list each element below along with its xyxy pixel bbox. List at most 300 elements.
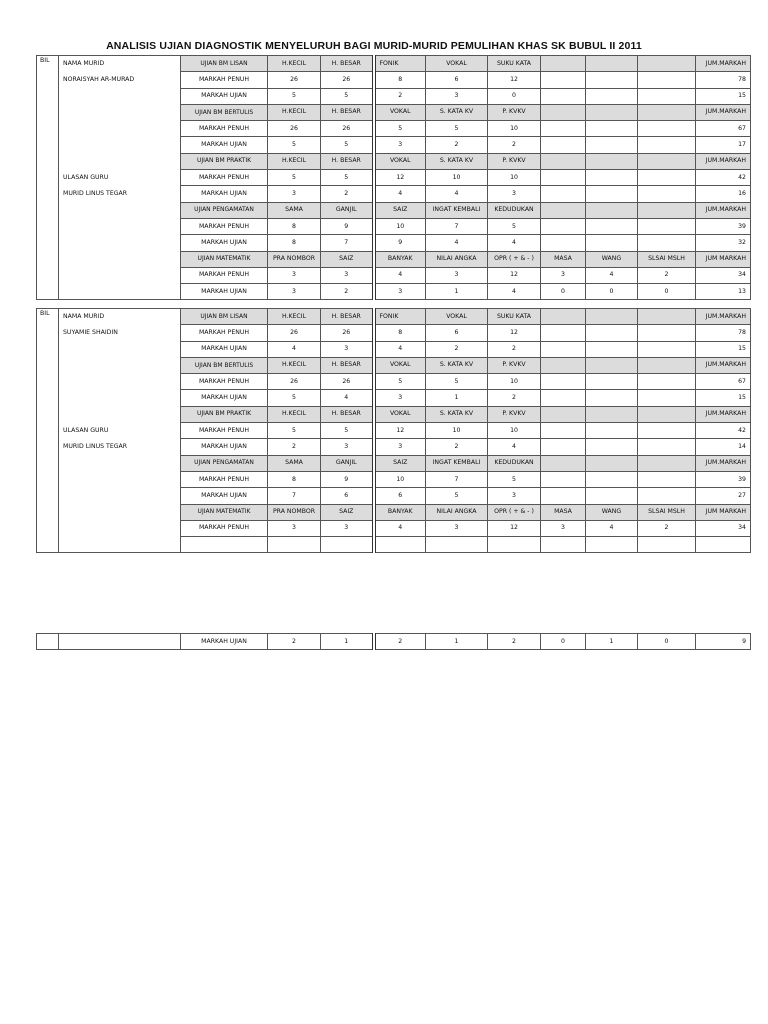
value-cell: JUM.MARKAH — [696, 406, 751, 422]
row-label-cell — [181, 537, 268, 553]
value-cell: BANYAK — [374, 251, 426, 267]
value-cell: 1 — [426, 634, 488, 650]
value-cell: 2 — [374, 88, 426, 104]
name-column-cell — [59, 235, 181, 251]
value-cell — [541, 439, 586, 455]
value-cell — [638, 374, 696, 390]
value-cell — [541, 423, 586, 439]
name-column-cell — [59, 104, 181, 120]
value-cell: JUM.MARKAH — [696, 357, 751, 373]
value-cell: S. KATA KV — [426, 104, 488, 120]
value-cell: 26 — [268, 72, 321, 88]
bil-cell: BIL — [37, 56, 59, 300]
table-row — [37, 121, 751, 137]
student-block-1 — [36, 55, 751, 300]
value-cell — [586, 357, 638, 373]
value-cell: 12 — [488, 267, 541, 283]
value-cell: 2 — [488, 341, 541, 357]
value-cell: OPR ( + & - ) — [488, 251, 541, 267]
name-column-cell — [59, 455, 181, 471]
value-cell: 39 — [696, 218, 751, 234]
value-cell: 0 — [541, 284, 586, 300]
table-row — [37, 455, 751, 471]
value-cell: VOKAL — [374, 357, 426, 373]
value-cell: 10 — [374, 471, 426, 487]
row-label-cell: UJIAN MATEMATIK — [181, 504, 268, 520]
value-cell — [268, 537, 321, 553]
value-cell: 15 — [696, 390, 751, 406]
value-cell: H. BESAR — [321, 56, 374, 72]
row-label-cell: UJIAN BM LISAN — [181, 56, 268, 72]
name-column-cell — [59, 406, 181, 422]
name-column-cell — [59, 537, 181, 553]
value-cell: 1 — [321, 634, 374, 650]
value-cell — [638, 341, 696, 357]
value-cell — [541, 153, 586, 169]
value-cell: 26 — [321, 121, 374, 137]
value-cell — [638, 186, 696, 202]
value-cell — [586, 72, 638, 88]
value-cell — [638, 121, 696, 137]
value-cell: JUM.MARKAH — [696, 309, 751, 325]
value-cell — [638, 439, 696, 455]
value-cell — [541, 137, 586, 153]
value-cell: JUM MARKAH — [696, 251, 751, 267]
table-row — [37, 88, 751, 104]
row-label-cell: UJIAN MATEMATIK — [181, 251, 268, 267]
table-row — [37, 137, 751, 153]
value-cell: P. KVKV — [488, 153, 541, 169]
value-cell: KEDUDUKAN — [488, 202, 541, 218]
value-cell: JUM.MARKAH — [696, 202, 751, 218]
name-column-cell — [59, 121, 181, 137]
row-label-cell: MARKAH PENUH — [181, 218, 268, 234]
value-cell: 4 — [374, 267, 426, 283]
table-row — [37, 634, 751, 650]
value-cell: SAIZ — [374, 202, 426, 218]
value-cell: H. BESAR — [321, 104, 374, 120]
value-cell: GANJIL — [321, 202, 374, 218]
value-cell: 4 — [488, 439, 541, 455]
value-cell: 0 — [488, 88, 541, 104]
table-row — [37, 488, 751, 504]
value-cell — [586, 218, 638, 234]
value-cell — [541, 56, 586, 72]
value-cell: 12 — [374, 170, 426, 186]
value-cell: 32 — [696, 235, 751, 251]
row-label-cell: MARKAH PENUH — [181, 423, 268, 439]
value-cell: P. KVKV — [488, 104, 541, 120]
value-cell: H. BESAR — [321, 153, 374, 169]
value-cell: 3 — [541, 520, 586, 536]
value-cell: 3 — [321, 341, 374, 357]
value-cell: GANJIL — [321, 455, 374, 471]
value-cell: SAMA — [268, 455, 321, 471]
value-cell — [638, 423, 696, 439]
value-cell: 5 — [426, 121, 488, 137]
value-cell: 26 — [268, 325, 321, 341]
value-cell: 3 — [374, 439, 426, 455]
value-cell: 8 — [374, 325, 426, 341]
value-cell — [541, 325, 586, 341]
value-cell: S. KATA KV — [426, 357, 488, 373]
name-column-cell: NORAISYAH AR-MURAD — [59, 72, 181, 88]
row-label-cell: MARKAH PENUH — [181, 72, 268, 88]
row-label-cell: UJIAN BM PRAKTIK — [181, 406, 268, 422]
row-label-cell: MARKAH UJIAN — [181, 186, 268, 202]
value-cell: 8 — [374, 72, 426, 88]
value-cell: 26 — [268, 374, 321, 390]
value-cell — [586, 406, 638, 422]
value-cell: H.KECIL — [268, 406, 321, 422]
name-column-cell — [59, 374, 181, 390]
table-row — [37, 251, 751, 267]
value-cell — [586, 455, 638, 471]
value-cell — [586, 390, 638, 406]
value-cell — [586, 202, 638, 218]
value-cell: JUM MARKAH — [696, 504, 751, 520]
value-cell — [638, 137, 696, 153]
value-cell — [541, 218, 586, 234]
value-cell: 17 — [696, 137, 751, 153]
value-cell: 26 — [321, 72, 374, 88]
value-cell: 4 — [426, 235, 488, 251]
value-cell — [541, 390, 586, 406]
value-cell — [586, 235, 638, 251]
value-cell: 9 — [374, 235, 426, 251]
table-row — [37, 357, 751, 373]
name-column-cell: ULASAN GURU — [59, 423, 181, 439]
value-cell: H. BESAR — [321, 357, 374, 373]
value-cell: WANG — [586, 251, 638, 267]
value-cell: SLSAI MSLH — [638, 251, 696, 267]
value-cell — [638, 170, 696, 186]
name-column-cell: ULASAN GURU — [59, 170, 181, 186]
value-cell: 3 — [321, 439, 374, 455]
value-cell: 67 — [696, 374, 751, 390]
row-label-cell: UJIAN PENGAMATAN — [181, 202, 268, 218]
value-cell: BANYAK — [374, 504, 426, 520]
value-cell: 27 — [696, 488, 751, 504]
value-cell — [586, 186, 638, 202]
name-column-cell: MURID LINUS TEGAR — [59, 186, 181, 202]
value-cell — [541, 406, 586, 422]
value-cell — [638, 235, 696, 251]
value-cell — [586, 104, 638, 120]
value-cell: 78 — [696, 325, 751, 341]
value-cell: 9 — [321, 471, 374, 487]
value-cell: 3 — [321, 520, 374, 536]
table-row — [37, 504, 751, 520]
row-label-cell: MARKAH PENUH — [181, 471, 268, 487]
value-cell: PRA NOMBOR — [268, 504, 321, 520]
value-cell: 12 — [488, 72, 541, 88]
value-cell: 26 — [321, 374, 374, 390]
name-column-cell — [59, 488, 181, 504]
table-row — [37, 390, 751, 406]
value-cell: 2 — [638, 267, 696, 283]
value-cell: 6 — [426, 325, 488, 341]
value-cell: 7 — [426, 471, 488, 487]
value-cell: 2 — [488, 137, 541, 153]
value-cell: 2 — [321, 284, 374, 300]
value-cell — [586, 325, 638, 341]
value-cell: 3 — [268, 186, 321, 202]
value-cell: 3 — [321, 267, 374, 283]
value-cell: H. BESAR — [321, 406, 374, 422]
value-cell — [541, 88, 586, 104]
value-cell: 2 — [268, 439, 321, 455]
value-cell: H.KECIL — [268, 309, 321, 325]
value-cell: 5 — [374, 374, 426, 390]
value-cell: 3 — [374, 284, 426, 300]
value-cell: 9 — [696, 634, 751, 650]
row-label-cell: MARKAH UJIAN — [181, 341, 268, 357]
value-cell: JUM.MARKAH — [696, 153, 751, 169]
name-column-cell — [59, 471, 181, 487]
value-cell: 16 — [696, 186, 751, 202]
value-cell — [638, 390, 696, 406]
value-cell: 1 — [426, 284, 488, 300]
name-column-cell — [59, 634, 181, 650]
value-cell: 5 — [488, 218, 541, 234]
value-cell: 4 — [374, 186, 426, 202]
value-cell: H.KECIL — [268, 104, 321, 120]
name-column-cell — [59, 267, 181, 283]
value-cell — [638, 406, 696, 422]
value-cell: 3 — [426, 88, 488, 104]
value-cell — [638, 88, 696, 104]
row-label-cell: MARKAH PENUH — [181, 520, 268, 536]
value-cell: 3 — [268, 267, 321, 283]
value-cell: 39 — [696, 471, 751, 487]
value-cell: FONIK — [374, 309, 426, 325]
table-row — [37, 202, 751, 218]
value-cell — [488, 537, 541, 553]
value-cell — [696, 537, 751, 553]
value-cell: OPR ( + & - ) — [488, 504, 541, 520]
name-column-cell: MURID LINUS TEGAR — [59, 439, 181, 455]
value-cell: 8 — [268, 471, 321, 487]
value-cell: 15 — [696, 341, 751, 357]
value-cell — [638, 104, 696, 120]
value-cell: 0 — [638, 284, 696, 300]
table-row — [37, 439, 751, 455]
table-row — [37, 72, 751, 88]
value-cell: 6 — [374, 488, 426, 504]
value-cell — [638, 218, 696, 234]
value-cell: 8 — [268, 218, 321, 234]
value-cell: PRA NOMBOR — [268, 251, 321, 267]
value-cell: S. KATA KV — [426, 406, 488, 422]
value-cell: VOKAL — [426, 56, 488, 72]
value-cell: 0 — [638, 634, 696, 650]
value-cell — [586, 341, 638, 357]
value-cell: SLSAI MSLH — [638, 504, 696, 520]
value-cell — [374, 537, 426, 553]
value-cell: 2 — [426, 341, 488, 357]
name-column-cell — [59, 520, 181, 536]
value-cell: 10 — [426, 170, 488, 186]
value-cell — [586, 137, 638, 153]
value-cell: 5 — [268, 137, 321, 153]
value-cell: FONIK — [374, 56, 426, 72]
value-cell — [586, 537, 638, 553]
value-cell: VOKAL — [374, 104, 426, 120]
table-row — [37, 406, 751, 422]
value-cell: 10 — [488, 170, 541, 186]
value-cell: 5 — [321, 170, 374, 186]
table-row — [37, 104, 751, 120]
value-cell: NILAI ANGKA — [426, 251, 488, 267]
value-cell: 1 — [586, 634, 638, 650]
value-cell: 4 — [374, 341, 426, 357]
row-label-cell: MARKAH PENUH — [181, 267, 268, 283]
value-cell — [541, 72, 586, 88]
value-cell: 3 — [374, 137, 426, 153]
value-cell: 26 — [321, 325, 374, 341]
value-cell: 7 — [321, 235, 374, 251]
row-label-cell: UJIAN BM BERTULIS — [181, 104, 268, 120]
value-cell: 2 — [426, 137, 488, 153]
value-cell — [638, 72, 696, 88]
value-cell — [541, 357, 586, 373]
table-row — [37, 309, 751, 325]
value-cell: 34 — [696, 267, 751, 283]
name-column-cell — [59, 341, 181, 357]
value-cell: SAIZ — [321, 504, 374, 520]
value-cell — [541, 374, 586, 390]
value-cell: 12 — [488, 520, 541, 536]
value-cell — [638, 56, 696, 72]
value-cell: 7 — [426, 218, 488, 234]
value-cell: SAIZ — [321, 251, 374, 267]
value-cell: 34 — [696, 520, 751, 536]
row-label-cell: MARKAH UJIAN — [181, 488, 268, 504]
value-cell: 78 — [696, 72, 751, 88]
value-cell: 3 — [268, 284, 321, 300]
value-cell — [321, 537, 374, 553]
value-cell: 26 — [268, 121, 321, 137]
table-row — [37, 186, 751, 202]
value-cell: H. BESAR — [321, 309, 374, 325]
value-cell: 9 — [321, 218, 374, 234]
table-row — [37, 537, 751, 553]
row-label-cell: MARKAH PENUH — [181, 121, 268, 137]
value-cell — [638, 357, 696, 373]
value-cell: H.KECIL — [268, 357, 321, 373]
value-cell — [541, 455, 586, 471]
row-label-cell: MARKAH UJIAN — [181, 284, 268, 300]
table-row — [37, 471, 751, 487]
value-cell — [541, 121, 586, 137]
value-cell: 3 — [426, 267, 488, 283]
name-column-cell — [59, 251, 181, 267]
table-row — [37, 153, 751, 169]
value-cell: 5 — [426, 374, 488, 390]
value-cell — [541, 104, 586, 120]
value-cell: MASA — [541, 504, 586, 520]
row-label-cell: MARKAH UJIAN — [181, 634, 268, 650]
row-label-cell: UJIAN PENGAMATAN — [181, 455, 268, 471]
row-label-cell: MARKAH UJIAN — [181, 88, 268, 104]
value-cell — [638, 202, 696, 218]
name-column-cell: NAMA MURID — [59, 56, 181, 72]
value-cell: 2 — [268, 634, 321, 650]
value-cell: 8 — [268, 235, 321, 251]
value-cell: SUKU KATA — [488, 309, 541, 325]
value-cell: 5 — [321, 423, 374, 439]
row-label-cell: UJIAN BM BERTULIS — [181, 357, 268, 373]
value-cell: 3 — [268, 520, 321, 536]
value-cell — [638, 471, 696, 487]
name-column-cell: NAMA MURID — [59, 309, 181, 325]
table-row — [37, 170, 751, 186]
value-cell — [586, 88, 638, 104]
value-cell — [638, 325, 696, 341]
value-cell: 4 — [488, 235, 541, 251]
table-row — [37, 284, 751, 300]
value-cell — [638, 153, 696, 169]
name-column-cell — [59, 504, 181, 520]
value-cell: INGAT KEMBALI — [426, 202, 488, 218]
value-cell: 42 — [696, 423, 751, 439]
value-cell — [541, 170, 586, 186]
value-cell — [586, 471, 638, 487]
value-cell: 4 — [268, 341, 321, 357]
value-cell — [541, 235, 586, 251]
value-cell: 6 — [426, 72, 488, 88]
value-cell: P. KVKV — [488, 406, 541, 422]
value-cell: SAIZ — [374, 455, 426, 471]
row-label-cell: UJIAN BM PRAKTIK — [181, 153, 268, 169]
name-column-cell — [59, 202, 181, 218]
value-cell: 42 — [696, 170, 751, 186]
name-column-cell — [59, 153, 181, 169]
table-row — [37, 218, 751, 234]
value-cell: 3 — [426, 520, 488, 536]
value-cell: 2 — [488, 390, 541, 406]
value-cell: P. KVKV — [488, 357, 541, 373]
name-column-cell — [59, 88, 181, 104]
value-cell — [426, 537, 488, 553]
value-cell: 1 — [426, 390, 488, 406]
name-column-cell — [59, 357, 181, 373]
overflow-row-table — [36, 633, 751, 650]
table-row — [37, 341, 751, 357]
value-cell — [586, 56, 638, 72]
row-label-cell: UJIAN BM LISAN — [181, 309, 268, 325]
value-cell: 4 — [374, 520, 426, 536]
value-cell: 0 — [541, 634, 586, 650]
value-cell: 2 — [426, 439, 488, 455]
student-block-2 — [36, 308, 751, 553]
value-cell: 0 — [586, 284, 638, 300]
value-cell — [541, 186, 586, 202]
table-row — [37, 374, 751, 390]
value-cell: 5 — [321, 88, 374, 104]
value-cell: 4 — [586, 267, 638, 283]
value-cell: 4 — [488, 284, 541, 300]
table-row — [37, 56, 751, 72]
value-cell: VOKAL — [374, 406, 426, 422]
value-cell — [586, 170, 638, 186]
value-cell: 3 — [488, 488, 541, 504]
value-cell: 5 — [488, 471, 541, 487]
value-cell: 4 — [586, 520, 638, 536]
value-cell: 7 — [268, 488, 321, 504]
value-cell — [586, 488, 638, 504]
